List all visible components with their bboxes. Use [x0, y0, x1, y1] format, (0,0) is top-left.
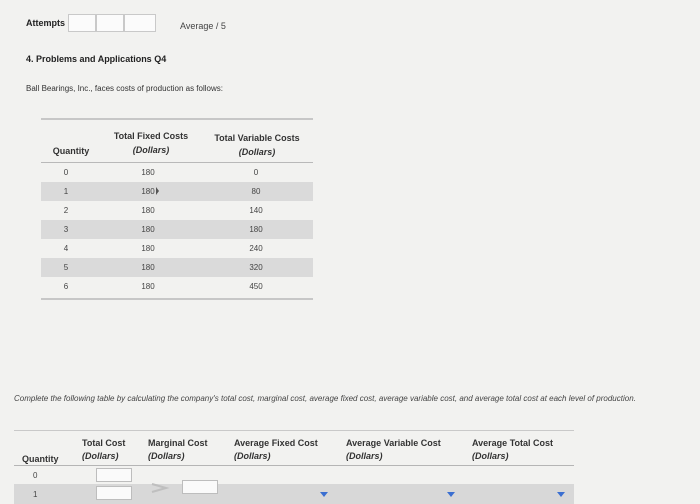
cell-variable: 320 — [249, 263, 263, 272]
cell-variable: 240 — [249, 244, 263, 253]
table-top-rule — [41, 118, 313, 120]
answer-col-header-avg-variable-unit: (Dollars) — [346, 451, 383, 461]
answer-col-header-avg-fixed-unit: (Dollars) — [234, 451, 271, 461]
answer-col-header-avg-variable — [346, 437, 441, 463]
cell-fixed: 180 — [141, 263, 155, 272]
col-header-fixed — [101, 129, 201, 157]
table-row — [41, 201, 313, 220]
total-cost-input-q0[interactable] — [96, 468, 132, 482]
table-row — [41, 239, 313, 258]
cell-fixed: 180 — [133, 187, 167, 196]
col-header-variable-title: Total Variable Costs — [214, 133, 300, 143]
cell-quantity: 0 — [63, 168, 69, 177]
cell-fixed: 180 — [141, 168, 155, 177]
col-header-variable — [203, 131, 311, 159]
answer-col-header-avg-fixed — [234, 437, 318, 463]
total-cost-input-q1[interactable] — [96, 486, 132, 500]
marginal-cost-input-q1[interactable] — [182, 480, 218, 494]
answer-col-header-avg-total — [472, 437, 553, 463]
answer-col-header-marginal-cost-unit: (Dollars) — [148, 451, 185, 461]
cell-quantity: 5 — [63, 263, 69, 272]
answer-col-header-avg-variable-title: Average Variable Cost — [346, 438, 441, 448]
cell-fixed: 180 — [141, 225, 155, 234]
cell-variable: 180 — [249, 225, 263, 234]
answer-row-quantity: 0 — [33, 471, 38, 480]
cell-fixed: 180 — [141, 282, 155, 291]
avg-total-dropdown-chevron-icon[interactable] — [557, 492, 565, 497]
answer-col-header-total-cost-unit: (Dollars) — [82, 451, 119, 461]
table-row — [41, 277, 313, 296]
table-row — [41, 258, 313, 277]
cell-variable: 0 — [253, 168, 259, 177]
answer-col-header-quantity: Quantity — [22, 454, 59, 464]
cell-quantity: 6 — [63, 282, 69, 291]
answer-col-header-marginal-cost — [148, 437, 208, 463]
cell-variable: 80 — [251, 187, 261, 196]
cell-quantity: 3 — [63, 225, 69, 234]
col-header-fixed-unit: (Dollars) — [132, 145, 170, 155]
attempt-indicator-3 — [124, 14, 156, 32]
problem-intro: Ball Bearings, Inc., faces costs of production as follows: — [26, 84, 223, 93]
cell-fixed: 180 — [141, 206, 155, 215]
cell-quantity: 2 — [63, 206, 69, 215]
answer-table-header-rule — [14, 465, 574, 466]
table-row — [41, 163, 313, 182]
answer-row-quantity: 1 — [33, 490, 38, 499]
table-row — [41, 220, 313, 239]
answer-col-header-marginal-cost-title: Marginal Cost — [148, 438, 208, 448]
cell-fixed: 180 — [141, 244, 155, 253]
answer-col-header-total-cost-title: Total Cost — [82, 438, 126, 448]
answer-col-header-avg-total-unit: (Dollars) — [472, 451, 509, 461]
attempt-indicator-2 — [96, 14, 124, 32]
answer-col-header-avg-total-title: Average Total Cost — [472, 438, 554, 448]
problem-title: 4. Problems and Applications Q4 — [26, 54, 167, 64]
table-row — [41, 182, 313, 201]
answer-col-header-total-cost — [82, 437, 125, 463]
attempt-indicator-1 — [68, 14, 96, 32]
cell-quantity: 4 — [63, 244, 69, 253]
cell-quantity: 1 — [63, 187, 69, 196]
attempts-label: Attempts — [26, 18, 66, 28]
avg-fixed-dropdown-chevron-icon[interactable] — [320, 492, 328, 497]
table-bottom-rule — [41, 298, 313, 300]
cell-variable: 450 — [249, 282, 263, 291]
col-header-quantity: Quantity — [52, 146, 90, 156]
answer-col-header-avg-fixed-title: Average Fixed Cost — [234, 438, 318, 448]
arrow-hint-icon — [150, 480, 178, 496]
answer-table-top-rule — [14, 430, 574, 431]
mouse-cursor-icon — [156, 187, 159, 195]
col-header-variable-unit: (Dollars) — [238, 147, 276, 157]
avg-variable-dropdown-chevron-icon[interactable] — [447, 492, 455, 497]
instructions-text: Complete the following table by calculating the company's total cost, marginal cost, average fixed cost, average variable cost, and average total cost at each level of production. — [14, 394, 636, 403]
cell-variable: 140 — [249, 206, 263, 215]
col-header-fixed-title: Total Fixed Costs — [113, 131, 189, 141]
average-label: Average / 5 — [180, 21, 226, 31]
